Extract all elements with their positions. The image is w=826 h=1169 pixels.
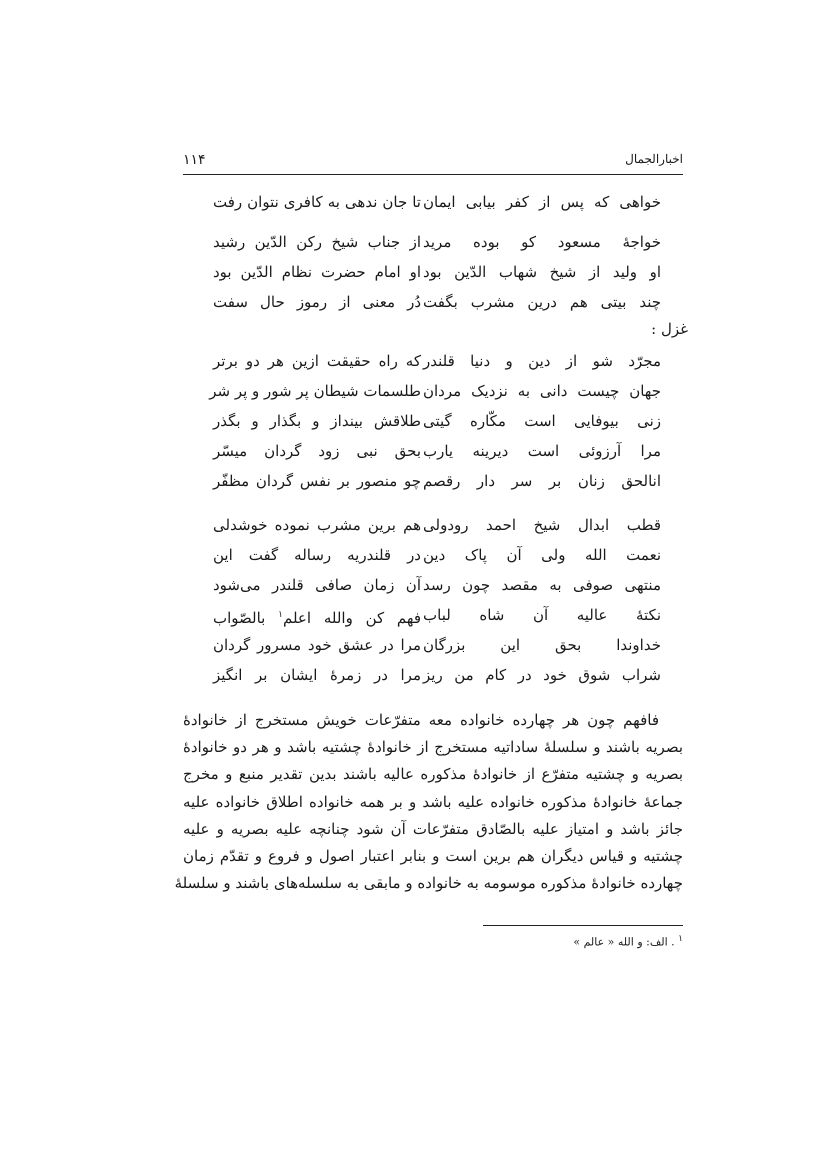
footnote-text: . الف: و الله « عالم » [573,935,675,949]
verse-hemistich-left: مرا در عشق خود مسرور گردان [213,636,421,654]
prose-paragraph [174,707,683,897]
verse-hemistich-right: خداوندا بحق این بزرگان [423,636,661,654]
verse-hemistich-left: طلاقش بینداز و بگذار و بگذر [213,412,421,430]
footnote-number: ۱ [678,934,683,944]
verse-hemistich-right: شراب شوق خود در کام من ریز [423,666,661,684]
verse-row [183,543,683,573]
footnote-marker[interactable]: ۱ [278,610,283,620]
verse-row [183,633,683,663]
page-number: ۱۱۴ [183,152,206,168]
prose-line: چهارده خانوادۀ مذکوره موسومه به خانواده و مابقی به سلسله‌های باشند و سلسلۀ [174,874,683,893]
verse-block-1 [183,190,683,220]
verse-hemistich-left: دُر معنی از رموز حال سفت [213,293,421,311]
verse-hemistich-left: تا جان ندهی به کافری نتوان رفت [213,193,421,211]
verse-row [183,379,683,409]
verse-row [183,469,683,499]
verse-block-ghazal [183,349,683,499]
verse-row [183,663,683,693]
verse-hemistich-right: زنی بیوفایی است مکّاره گیتی [423,412,661,430]
verse-hemistich-left: آن زمان صافی قلندر می‌شود [213,576,421,594]
verse-hemistich-right: مجرّد شو از دین و دنیا قلندر [423,352,661,370]
verse-row [183,409,683,439]
verse-row [183,290,683,320]
verse-hemistich-left: که راه حقیقت ازین هر دو برتر [213,352,421,370]
verse-hemistich-right: قطب ابدال شیخ احمد رودولی [423,516,661,534]
footnote-rule [483,925,683,926]
verse-block-2 [183,230,683,320]
verse-hemistich-right: خواهی که پس از کفر بیابی ایمان [423,193,661,211]
verse-hemistich-right: او ولید از شیخ شهاب الدّین بود [423,263,661,281]
verse-hemistich-left: در قلندریه رساله گفت این [213,546,421,564]
verse-block-4 [183,513,683,693]
verse-hemistich-left: هم برین مشرب نموده خوشدلی [213,516,421,534]
verse-hemistich-right: چند بیتی هم درین مشرب بگفت [423,293,661,311]
ghazal-label: غزل : [651,320,688,338]
verse-row [183,190,683,220]
prose-line: فافهم چون هر چهارده خانواده معه متفرّعات خویش مستخرج از خانوادۀ [183,711,659,729]
footnote [573,934,683,949]
verse-hemistich-right: نکتۀ عالیه آن شاه لباب [423,606,661,624]
running-title: اخبارالجمال [625,152,683,166]
verse-hemistich-left: او امام حضرت نظام الدّین بود [213,263,421,281]
verse-hemistich-left: از جناب شیخ رکن الدّین رشید [213,233,421,251]
verse-hemistich-right: انالحق زنان بر سر دار رقصم [423,472,661,490]
verse-hemistich-right: جهان چیست دانی به نزدیک مردان [423,382,661,400]
verse-row [183,573,683,603]
verse-hemistich-left: طلسمات شیطان پر شور و پر شر [209,382,421,400]
running-header [183,148,683,175]
verse-hemistich-right: منتهی صوفی به مقصد چون رسد [423,576,661,594]
verse-hemistich-left: فهم کن والله اعلم$^۱$ بالصّواب [213,609,421,627]
prose-line: جماعۀ خانوادۀ مذکوره خانواده علیه باشد و بر همه خانواده اطلاق خانواده علیه [183,792,683,811]
prose-line: چشتیه و قیاس دیگران هم برین است و بنابر اعتبار اصول و فروع و تقدّم زمان [183,846,683,865]
verse-row [183,439,683,469]
verse-hemistich-right: نعمت الله ولی آن پاک دین [423,546,661,564]
verse-hemistich-left: چو منصور بر نفس گردان مظفّر [213,472,421,490]
verse-row [183,349,683,379]
verse-hemistich-right: خواجۀ مسعود کو بوده مرید [423,233,661,251]
prose-line: بصریه و چشتیه متفرّع از خانوادۀ مذکوره عالیه باشند بدین تقدیر منبع و مخرج [183,765,683,784]
verse-row [183,603,683,633]
verse-row [183,230,683,260]
verse-hemistich-left: مرا در زمرۀ ایشان بر انگیز [213,666,421,684]
verse-hemistich-left: بحق نبی زود گردان میسّر [213,442,421,460]
verse-row [183,260,683,290]
verse-row [183,513,683,543]
verse-hemistich-right: مرا آرزوئی است دیرینه یارب [423,442,661,460]
prose-line: جائز باشد و امتیاز علیه بالصّادق متفرّعات آن شود چنانچه علیه بصریه و علیه [183,819,683,838]
prose-line: بصریه باشند و سلسلۀ ساداتیه مستخرج از خانوادۀ چشتیه باشد و هر دو خانوادۀ [183,738,683,757]
